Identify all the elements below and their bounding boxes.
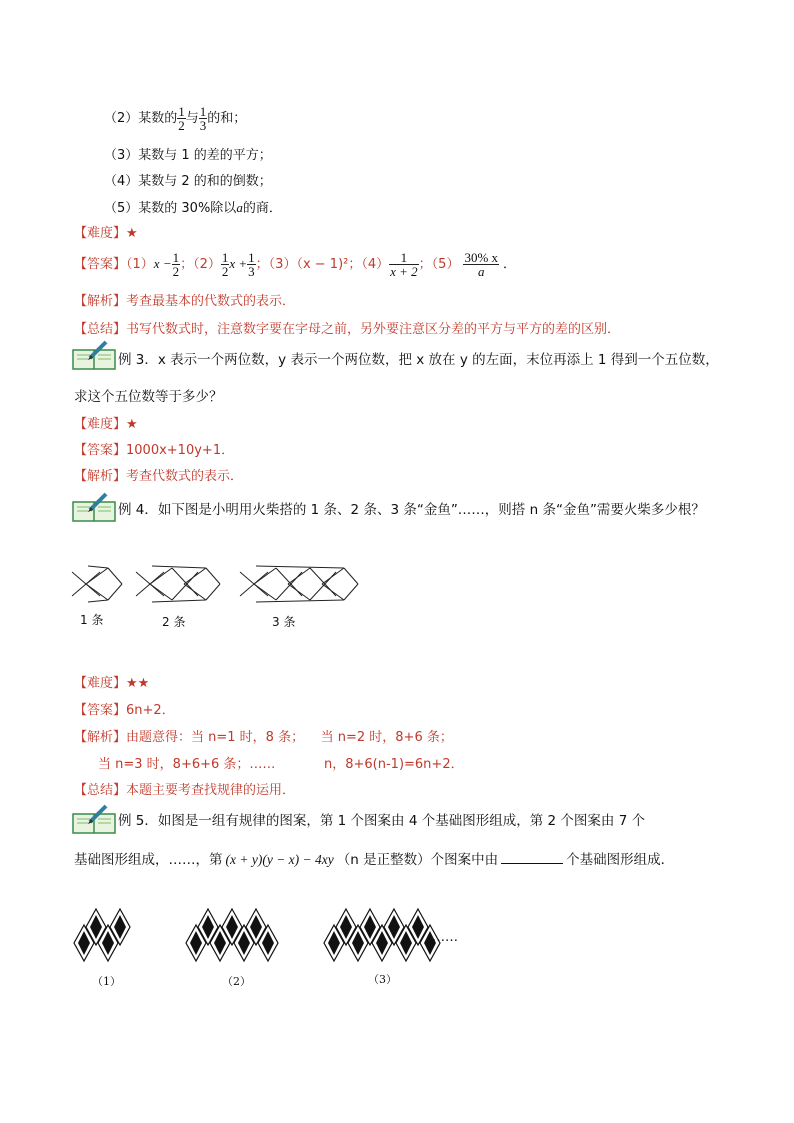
fish-label-1: 1 条 <box>80 613 104 627</box>
example-3-line1: 例 3．x 表示一个两位数，y 表示一个两位数，把 x 放在 y 的左面，末位再添上 1 得到一个五位数， <box>118 352 719 368</box>
ex4-difficulty-row: 【难度】★★ <box>74 676 150 691</box>
ex4-summary-row: 【总结】本题主要考查找规律的运用． <box>74 783 296 798</box>
item-4: （4）某数与 2 的和的倒数； <box>104 174 272 189</box>
ex4-analysis-line2a: 当 n=3 时，8+6+6 条；…… <box>98 757 276 772</box>
pattern-label-3: （3） <box>368 973 397 986</box>
fish-label-3: 3 条 <box>272 615 296 629</box>
ex3-analysis-row: 【解析】考查代数式的表示． <box>74 469 244 484</box>
book-pencil-icon <box>72 492 118 522</box>
diamond-pattern-figure <box>70 905 470 995</box>
fish-2-shape <box>136 566 220 602</box>
answer-fraction-2: $\frac{1}{2}$ <box>221 250 229 279</box>
ex3-answer-row: 【答案】1000x+10y+1． <box>74 443 235 458</box>
fish-label-2: 2 条 <box>162 615 186 629</box>
ex3-difficulty-row: 【难度】★ <box>74 417 138 432</box>
answer-fraction-4: $\frac{1}{x + 2}$ <box>390 250 418 279</box>
answer-fraction-1: $\frac{1}{2}$ <box>172 250 180 279</box>
answer-row: 【答案】（1）x − $\frac{1}{2}$ ；（2） $\frac{1}{2}$ x + $\frac{1}{3}$ ；（3）（x − 1)²；（4） $\frac{1}{x + 2}$ ；（5） $\frac{30\% x}{a}$ ． <box>74 250 517 279</box>
pattern-ellipsis: …… <box>432 930 458 945</box>
pattern-label-1: （1） <box>92 975 121 988</box>
item-5: （5）某数的 30%除以a的商． <box>104 200 282 216</box>
book-pencil-icon <box>72 804 118 834</box>
pattern-1-shape <box>74 909 130 961</box>
difficulty-row: 【难度】★ <box>74 226 138 241</box>
pattern-label-2: （2） <box>222 975 251 988</box>
matchstick-fish-figure <box>68 560 388 632</box>
example-5-line1: 例 5．如图是一组有规律的图案，第 1 个图案由 4 个基础图形组成，第 2 个图案由 7 个 <box>118 813 646 829</box>
fraction-half: $\frac{1}{2}$ <box>178 104 185 133</box>
summary-row: 【总结】书写代数式时，注意数字要在字母之前，另外要注意区分差的平方与平方的差的区别． <box>74 322 621 337</box>
example-3-line2: 求这个五位数等于多少？ <box>74 389 223 405</box>
item-3: （3）某数与 1 的差的平方； <box>104 148 272 163</box>
answer-fraction-5: $\frac{30\% x}{a}$ <box>464 250 499 279</box>
fish-1-shape <box>72 566 122 602</box>
answer-fraction-3: $\frac{1}{3}$ <box>248 250 255 279</box>
ex4-analysis-row: 【解析】由题意得：当 n=1 时，8 条； 当 n=2 时，8+6 条； <box>74 730 453 745</box>
pattern-2-shape <box>186 909 278 961</box>
pattern-3-shape <box>324 909 440 961</box>
example-5-line2: 基础图形组成，……，第 (x + y)(y − x) − 4xy （n 是正整数）个图案中由 个基础图形组成． <box>74 852 675 868</box>
ex4-answer-row: 【答案】6n+2． <box>74 703 175 718</box>
answer-blank[interactable] <box>501 851 563 864</box>
example-4-line1: 例 4．如下图是小明用火柴搭的 1 条、2 条、3 条“金鱼”……，则搭 n 条“金鱼”需要火柴多少根？ <box>118 502 705 518</box>
fish-3-shape <box>240 566 358 602</box>
fraction-third: $\frac{1}{3}$ <box>199 104 207 133</box>
ex4-analysis-line2b: n，8+6(n-1)=6n+2． <box>324 757 464 772</box>
book-pencil-icon <box>72 340 118 370</box>
item-2: （2）某数的 $\frac{1}{2}$ 与 $\frac{1}{3}$ 的和； <box>104 104 247 133</box>
analysis-row: 【解析】考查最基本的代数式的表示． <box>74 294 296 309</box>
